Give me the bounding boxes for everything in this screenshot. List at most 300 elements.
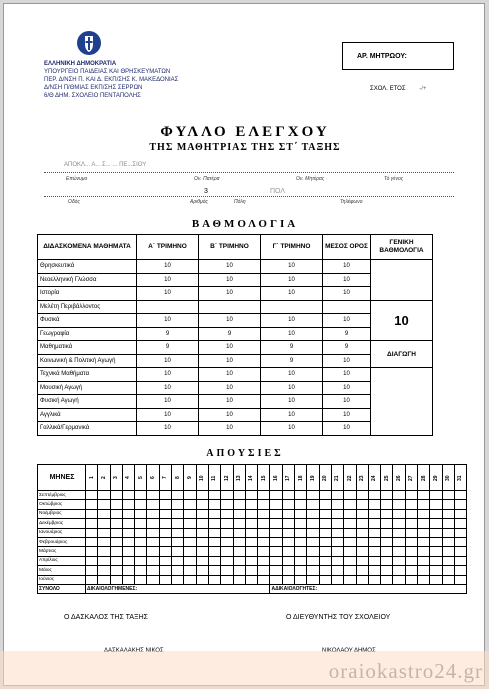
absence-cell: [381, 547, 393, 556]
day-number: 19: [307, 465, 319, 491]
absence-cell: [147, 491, 159, 500]
grade-term-a: 10: [137, 408, 199, 422]
absence-cell: [331, 566, 343, 575]
month-name: Ιανουάριος: [38, 528, 86, 537]
month-name: Νοέμβριος: [38, 509, 86, 518]
grade-average: 10: [323, 422, 371, 436]
absence-cell: [258, 528, 270, 537]
absence-cell: [418, 528, 430, 537]
grade-term-a: 10: [137, 381, 199, 395]
day-number: 30: [442, 465, 454, 491]
grade-term-b: 10: [199, 408, 261, 422]
grade-average: 10: [323, 314, 371, 328]
grade-term-a: 10: [137, 314, 199, 328]
day-number: 3: [110, 465, 122, 491]
day-number: 4: [122, 465, 134, 491]
absence-cell: [233, 528, 245, 537]
absence-cell: [270, 509, 282, 518]
absence-cell: [98, 537, 110, 546]
teacher-signature-title: Ο ΔΑΣΚΑΛΟΣ ΤΗΣ ΤΑΞΗΣ: [64, 614, 148, 621]
absence-cell: [172, 528, 184, 537]
absence-cell: [331, 500, 343, 509]
subject-name: Νεοελληνική Γλώσσα: [38, 273, 137, 287]
absence-cell: [258, 537, 270, 546]
absence-month-row: [38, 491, 467, 500]
absence-cell: [430, 519, 442, 528]
field-label-street: Οδός: [68, 199, 80, 205]
absences-header-row: [38, 465, 467, 491]
absence-cell: [454, 509, 466, 518]
grade-average: 10: [323, 354, 371, 368]
absence-cell: [147, 528, 159, 537]
absence-cell: [368, 509, 380, 518]
subject-name: Τεχνικά Μαθήματα: [38, 368, 137, 382]
absence-cell: [122, 547, 134, 556]
grade-term-c: 10: [261, 287, 323, 301]
table-row: [38, 260, 433, 274]
absence-cell: [233, 491, 245, 500]
absence-cell: [258, 491, 270, 500]
grade-term-a: 10: [137, 368, 199, 382]
absence-cell: [208, 566, 220, 575]
absence-cell: [393, 491, 405, 500]
absence-cell: [110, 509, 122, 518]
report-card-page: [3, 3, 485, 686]
day-number: 25: [381, 465, 393, 491]
absence-cell: [184, 566, 196, 575]
absence-cell: [110, 537, 122, 546]
absence-cell: [258, 575, 270, 584]
absence-cell: [159, 528, 171, 537]
grade-term-b: 10: [199, 287, 261, 301]
absence-cell: [172, 500, 184, 509]
absence-cell: [122, 575, 134, 584]
absence-cell: [405, 537, 417, 546]
absence-cell: [344, 509, 356, 518]
day-number: 18: [295, 465, 307, 491]
absence-cell: [331, 528, 343, 537]
school-year-value: -/+: [419, 86, 427, 92]
absence-cell: [221, 500, 233, 509]
absence-cell: [208, 491, 220, 500]
watermark-text: oraiokastro24.gr: [328, 659, 483, 683]
absence-cell: [233, 547, 245, 556]
ministry-line: ΠΕΡ. Δ/ΝΣΗ Π. ΚΑΙ Δ. ΕΚΠ/ΣΗΣ Κ. ΜΑΚΕΔΟΝΙΑΣ: [44, 77, 179, 83]
grade-term-a: 10: [137, 273, 199, 287]
absence-cell: [442, 491, 454, 500]
absence-cell: [331, 509, 343, 518]
absence-cell: [442, 500, 454, 509]
absence-cell: [98, 509, 110, 518]
day-number: 16: [270, 465, 282, 491]
absence-cell: [172, 519, 184, 528]
absence-cell: [295, 509, 307, 518]
absence-cell: [122, 537, 134, 546]
absence-cell: [331, 519, 343, 528]
absence-cell: [233, 509, 245, 518]
absence-cell: [147, 500, 159, 509]
absence-cell: [418, 547, 430, 556]
absence-cell: [233, 556, 245, 565]
grade-average: [323, 300, 371, 314]
absence-cell: [196, 528, 208, 537]
absence-cell: [331, 491, 343, 500]
absence-cell: [356, 528, 368, 537]
unjustified-label: ΑΔΙΚΑΙΟΛΟΓΗΤΕΣ:: [270, 584, 467, 593]
month-name: Μάρτιος: [38, 547, 86, 556]
absence-cell: [331, 575, 343, 584]
absence-cell: [98, 575, 110, 584]
absence-cell: [258, 547, 270, 556]
absence-cell: [356, 500, 368, 509]
day-number: 28: [418, 465, 430, 491]
absence-cell: [245, 575, 257, 584]
month-name: Δεκέμβριος: [38, 519, 86, 528]
absence-month-row: [38, 500, 467, 509]
absence-cell: [381, 509, 393, 518]
day-number: 20: [319, 465, 331, 491]
absence-cell: [442, 537, 454, 546]
absence-month-row: [38, 519, 467, 528]
absence-cell: [159, 519, 171, 528]
absence-cell: [454, 547, 466, 556]
day-number: 13: [233, 465, 245, 491]
day-number: 24: [368, 465, 380, 491]
grade-average: 10: [323, 260, 371, 274]
absence-cell: [196, 566, 208, 575]
absence-cell: [344, 575, 356, 584]
absence-cell: [270, 491, 282, 500]
absence-cell: [381, 566, 393, 575]
absence-cell: [196, 556, 208, 565]
absence-month-row: [38, 509, 467, 518]
absence-cell: [344, 528, 356, 537]
absence-cell: [381, 519, 393, 528]
month-name: Φεβρουάριος: [38, 537, 86, 546]
months-header: ΜΗΝΕΣ: [38, 465, 86, 491]
subject-name: Φυσική Αγωγή: [38, 395, 137, 409]
absence-cell: [442, 566, 454, 575]
absence-cell: [356, 519, 368, 528]
absence-cell: [258, 519, 270, 528]
subject-name: Φυσικά: [38, 314, 137, 328]
absence-cell: [368, 547, 380, 556]
absence-cell: [98, 556, 110, 565]
absence-cell: [454, 566, 466, 575]
absence-cell: [159, 556, 171, 565]
absence-cell: [319, 519, 331, 528]
absence-cell: [184, 528, 196, 537]
absence-cell: [135, 491, 147, 500]
absence-cell: [319, 556, 331, 565]
absence-cell: [86, 509, 98, 518]
grade-term-c: 10: [261, 395, 323, 409]
grade-average: 9: [323, 341, 371, 355]
absence-cell: [245, 528, 257, 537]
absence-cell: [319, 500, 331, 509]
field-label-number: Αριθμός: [190, 199, 208, 205]
absence-cell: [86, 556, 98, 565]
header-term-b: Β΄ ΤΡΙΜΗΝΟ: [199, 235, 261, 260]
day-number: 15: [258, 465, 270, 491]
absence-month-row: [38, 575, 467, 584]
field-label-city: Πόλη: [234, 199, 246, 205]
absence-cell: [135, 537, 147, 546]
absence-cell: [172, 566, 184, 575]
greek-emblem-icon: [76, 30, 102, 56]
absence-cell: [331, 537, 343, 546]
table-row: [38, 341, 433, 355]
absence-cell: [245, 566, 257, 575]
absence-cell: [135, 500, 147, 509]
grade-term-c: 9: [261, 354, 323, 368]
absence-cell: [282, 575, 294, 584]
absence-cell: [307, 519, 319, 528]
absence-cell: [147, 556, 159, 565]
absence-cell: [258, 566, 270, 575]
grade-term-b: 10: [199, 354, 261, 368]
absence-cell: [86, 547, 98, 556]
absence-cell: [307, 547, 319, 556]
absence-cell: [110, 491, 122, 500]
absence-cell: [430, 509, 442, 518]
absence-cell: [295, 528, 307, 537]
absence-cell: [393, 547, 405, 556]
absence-cell: [454, 575, 466, 584]
absence-cell: [221, 547, 233, 556]
school-year: [370, 86, 426, 92]
grade-term-c: 10: [261, 327, 323, 341]
absence-cell: [381, 575, 393, 584]
absence-cell: [135, 547, 147, 556]
absence-cell: [147, 575, 159, 584]
absence-cell: [208, 509, 220, 518]
absence-cell: [356, 575, 368, 584]
absence-month-row: [38, 528, 467, 537]
absence-cell: [295, 537, 307, 546]
absence-cell: [172, 537, 184, 546]
absence-cell: [159, 491, 171, 500]
absence-cell: [282, 509, 294, 518]
absence-cell: [147, 519, 159, 528]
absence-cell: [208, 547, 220, 556]
absence-cell: [454, 500, 466, 509]
absence-cell: [282, 500, 294, 509]
principal-signature-title: Ο ΔΙΕΥΘΥΝΤΗΣ ΤΟΥ ΣΧΟΛΕΙΟΥ: [286, 614, 391, 621]
absence-cell: [418, 575, 430, 584]
document-subtitle: ΤΗΣ ΜΑΘΗΤΡΙΑΣ ΤΗΣ ΣΤ΄ ΤΑΞΗΣ: [149, 142, 341, 153]
absence-cell: [454, 556, 466, 565]
absence-cell: [270, 519, 282, 528]
absence-cell: [307, 556, 319, 565]
absence-cell: [418, 566, 430, 575]
absence-cell: [98, 500, 110, 509]
absence-cell: [307, 491, 319, 500]
absence-cell: [86, 528, 98, 537]
absence-cell: [442, 547, 454, 556]
absence-cell: [86, 575, 98, 584]
absence-cell: [86, 537, 98, 546]
grade-average: 10: [323, 408, 371, 422]
absence-cell: [208, 519, 220, 528]
field-label-maiden: Τό γένος: [384, 176, 404, 182]
subject-name: Γαλλικά/Γερμανικά: [38, 422, 137, 436]
grade-term-a: 10: [137, 260, 199, 274]
grade-term-b: 10: [199, 395, 261, 409]
absence-cell: [307, 566, 319, 575]
absence-cell: [331, 556, 343, 565]
absence-cell: [393, 566, 405, 575]
absence-cell: [122, 556, 134, 565]
absence-cell: [454, 519, 466, 528]
absence-cell: [356, 537, 368, 546]
absence-cell: [196, 575, 208, 584]
absence-month-row: [38, 566, 467, 575]
absence-cell: [135, 509, 147, 518]
absence-cell: [442, 575, 454, 584]
absence-cell: [221, 519, 233, 528]
absence-cell: [159, 566, 171, 575]
absence-cell: [430, 556, 442, 565]
absence-cell: [430, 566, 442, 575]
absence-cell: [368, 575, 380, 584]
grade-term-a: 9: [137, 327, 199, 341]
grade-term-c: 10: [261, 408, 323, 422]
absence-cell: [405, 509, 417, 518]
absence-cell: [282, 528, 294, 537]
absence-cell: [86, 491, 98, 500]
absence-cell: [159, 575, 171, 584]
absence-cell: [122, 491, 134, 500]
field-label-mother: Ον. Μητέρας: [296, 176, 325, 182]
justified-label: ΔΙΚΑΙΟΛΟΓΗΜΕΝΕΣ:: [86, 584, 270, 593]
absence-cell: [147, 547, 159, 556]
absence-cell: [430, 500, 442, 509]
absence-cell: [393, 528, 405, 537]
grades-section-title: ΒΑΘΜΟΛΟΓΙΑ: [191, 218, 299, 230]
grade-term-b: 10: [199, 273, 261, 287]
absence-cell: [282, 519, 294, 528]
absence-cell: [172, 575, 184, 584]
field-label-phone: Τηλέφωνο: [340, 199, 363, 205]
absence-cell: [159, 509, 171, 518]
absence-cell: [135, 575, 147, 584]
absence-cell: [122, 500, 134, 509]
absence-cell: [110, 556, 122, 565]
absence-cell: [368, 519, 380, 528]
absence-cell: [381, 537, 393, 546]
absence-cell: [221, 575, 233, 584]
absence-month-row: [38, 537, 467, 546]
absence-cell: [368, 537, 380, 546]
absences-total-row: [38, 584, 467, 593]
grade-term-b: 10: [199, 381, 261, 395]
absence-cell: [295, 547, 307, 556]
absence-cell: [86, 500, 98, 509]
absence-cell: [196, 509, 208, 518]
absence-cell: [282, 566, 294, 575]
absence-cell: [159, 500, 171, 509]
grade-term-b: [199, 300, 261, 314]
absence-cell: [405, 528, 417, 537]
absence-cell: [356, 509, 368, 518]
grade-term-c: 10: [261, 260, 323, 274]
absence-cell: [393, 537, 405, 546]
document-title: ΦΥΛΛΟ ΕΛΕΓΧΟΥ: [160, 124, 330, 140]
month-name: Σεπτέμβριος: [38, 491, 86, 500]
absence-cell: [245, 537, 257, 546]
absence-cell: [86, 566, 98, 575]
grade-average: 10: [323, 273, 371, 287]
absence-cell: [344, 566, 356, 575]
absence-cell: [368, 528, 380, 537]
absence-cell: [208, 575, 220, 584]
absence-cell: [319, 575, 331, 584]
absence-cell: [454, 528, 466, 537]
absence-cell: [319, 537, 331, 546]
day-number: 23: [356, 465, 368, 491]
dotted-line: [44, 172, 454, 173]
absence-cell: [221, 556, 233, 565]
absence-cell: [147, 537, 159, 546]
grade-term-a: [137, 300, 199, 314]
table-row: [38, 368, 433, 382]
day-number: 6: [147, 465, 159, 491]
absence-cell: [233, 519, 245, 528]
absence-cell: [442, 556, 454, 565]
absence-cell: [356, 556, 368, 565]
absence-cell: [430, 528, 442, 537]
absence-cell: [270, 566, 282, 575]
grade-term-a: 10: [137, 422, 199, 436]
header-general: ΓΕΝΙΚΗ ΒΑΘΜΟΛΟΓΙΑ: [371, 235, 433, 260]
absence-cell: [344, 537, 356, 546]
grade-term-c: 9: [261, 341, 323, 355]
absence-cell: [184, 556, 196, 565]
month-name: Ιούνιος: [38, 575, 86, 584]
absence-cell: [405, 491, 417, 500]
grades-header-row: [38, 235, 433, 260]
absence-cell: [147, 509, 159, 518]
absence-month-row: [38, 547, 467, 556]
table-row: [38, 300, 433, 314]
absence-cell: [147, 566, 159, 575]
ministry-header: [44, 60, 178, 100]
absence-cell: [356, 547, 368, 556]
absence-cell: [418, 519, 430, 528]
absence-cell: [319, 509, 331, 518]
street-number-value: 3: [204, 188, 208, 195]
absence-cell: [442, 519, 454, 528]
absence-cell: [405, 566, 417, 575]
grade-term-b: 10: [199, 341, 261, 355]
grade-average: 10: [323, 287, 371, 301]
general-grade-value: 10: [371, 300, 433, 341]
grade-average: 10: [323, 381, 371, 395]
day-number: 5: [135, 465, 147, 491]
absence-cell: [196, 519, 208, 528]
absence-cell: [221, 509, 233, 518]
absence-cell: [208, 500, 220, 509]
absence-cell: [184, 509, 196, 518]
absence-cell: [258, 500, 270, 509]
month-name: Μάιος: [38, 566, 86, 575]
absence-cell: [307, 500, 319, 509]
absence-cell: [381, 528, 393, 537]
grades-table: [37, 234, 433, 436]
student-name-line: ΑΠΟΚΛ... Α... Σ... ... ΠΕ...ΣΙΟΥ: [64, 162, 147, 168]
grade-term-c: 10: [261, 273, 323, 287]
